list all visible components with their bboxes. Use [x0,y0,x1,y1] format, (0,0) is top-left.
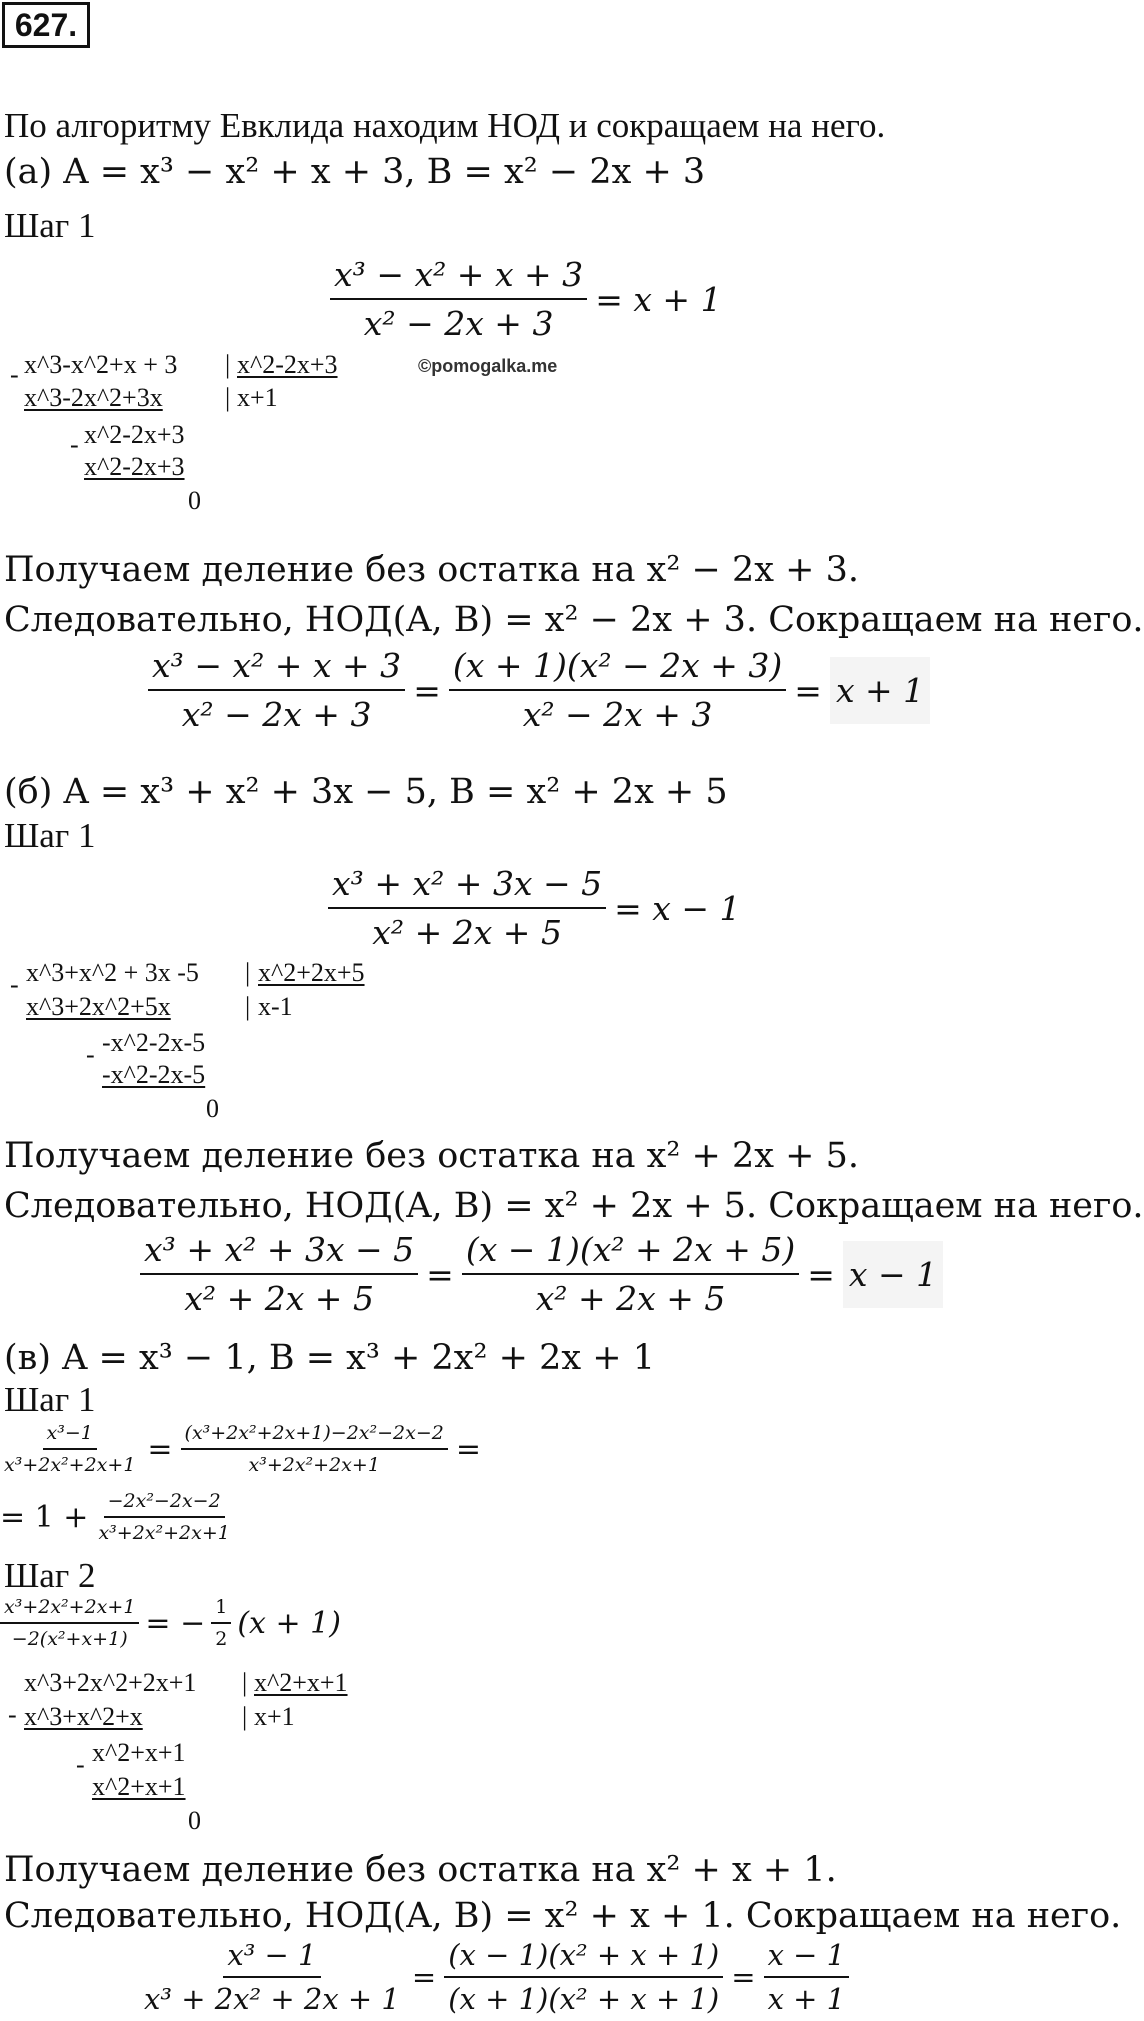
part-a-final-result: x + 1 [830,657,930,724]
part-a-ld-dividend: x^3-x^2+x + 3 [24,350,178,379]
part-a-step1-numerator: x³ − x² + x + 3 [330,255,587,300]
part-c-ld-remainder1: x^2+x+1 [92,1738,186,1767]
part-c-ld-minus1: - [8,1700,17,1729]
part-c-s1-den1: x³+2x²+2x+1 [4,1454,136,1476]
part-c-final-num2: (x − 1)(x² + x + 1) [444,1938,723,1978]
part-c-step1-line1: $\frac{\text{x³−1}}{\text{x³+2x²+2x+1}}$ = $\frac{\text{(x³+2x²+2x+1)−2x²−2x−2}}{\text{x³+2x²+2x+1}}$ = [0,1422,489,1476]
part-b-final-result: x − 1 [843,1241,943,1308]
part-b-step1-fraction [328,864,749,952]
part-b-ld-minus2: - [86,1040,95,1069]
part-a-ld-minus2: - [70,430,79,459]
part-c-s1-num1: x³−1 [43,1422,97,1450]
part-a-ld-bar1: | [225,350,231,379]
part-c-ld-minus2: - [76,1750,85,1779]
part-b-ld-bar2: | [245,992,251,1021]
part-a-header: (а) A = x³ − x² + x + 3, B = x² − 2x + 3 [4,152,706,192]
part-a-ld-subtrahend2: x^2-2x+3 [84,452,185,481]
part-b-ld-subtrahend: x^3+2x^2+5x [26,992,171,1021]
part-b-ld-minus1: - [10,970,19,999]
watermark: ©pomogalka.me [418,356,558,376]
part-b-final-equation: $\frac{\text{x³ + x² + 3x − 5}}{\text{x² + 2x + 5}}$ = $\frac{\text{(x − 1)(x² + 2x + 5)}}{\text{x² + 2x + 5}}$ = x − 1 [140,1230,943,1318]
part-c-final-equation: $\frac{\text{x³ − 1}}{\text{x³ + 2x² + 2x + 1}}$ = $\frac{\text{(x − 1)(x² + x + 1)}}{\text{(x + 1)(x² + x + 1)}}$ = $\frac{x - 1}{x + 1}$ [140,1938,849,2016]
part-c-s2-half-num: 1 [211,1596,231,1624]
part-c-ld-subtrahend2: x^2+x+1 [92,1772,186,1801]
part-c-ld-dividend: x^3+2x^2+2x+1 [24,1668,197,1697]
part-c-s2-num: x³+2x²+2x+1 [0,1596,139,1624]
part-b-ld-remainder1: -x^2-2x-5 [102,1028,206,1057]
part-c-final-den2: (x + 1)(x² + x + 1) [448,1982,720,2016]
part-c-s1-num2: (x³+2x²+2x+1)−2x²−2x−2 [181,1422,448,1450]
part-c-s2-suffix: (x + 1) [237,1605,341,1641]
part-b-header: (б) A = x³ + x² + 3x − 5, B = x² + 2x + 5 [4,772,728,812]
part-a-final-den2: x² − 2x + 3 [522,695,713,734]
part-b-ld-dividend: x^3+x^2 + 3x -5 [26,958,199,987]
part-b-step1-label: Шаг 1 [4,816,96,855]
part-c-s2-half-den: 2 [215,1628,228,1650]
problem-number: 627. [2,2,90,48]
part-a-conclusion1: Получаем деление без остатка на x² − 2x + 3. [4,550,859,590]
part-a-step1-result: = x + 1 [595,279,722,319]
part-c-final-den3: x + 1 [767,1982,846,2016]
part-b-step1-result: = x − 1 [614,888,741,928]
part-a-final-equation: $\frac{\text{x³ − x² + x + 3}}{\text{x² − 2x + 3}}$ = $\frac{\text{(x + 1)(x² − 2x + 3)}}{\text{x² − 2x + 3}}$ = x + 1 [148,646,930,734]
part-c-ld-quotient: x+1 [254,1702,295,1731]
part-b-ld-bar1: | [245,958,251,987]
part-a-final-num2: (x + 1)(x² − 2x + 3) [449,646,786,691]
part-a-ld-divisor: x^2-2x+3 [237,350,338,379]
part-c-step1-line2 [0,1490,234,1544]
part-b-conclusion2: Следовательно, НОД(A, B) = x² + 2x + 5. Сокращаем на него. [4,1186,1144,1226]
part-c-ld-divisor: x^2+x+1 [254,1668,348,1697]
part-b-conclusion1: Получаем деление без остатка на x² + 2x + 5. [4,1136,859,1176]
part-a-step1-label: Шаг 1 [4,206,96,245]
part-b-final-den1: x² + 2x + 5 [184,1279,374,1318]
part-b-ld-subtrahend2: -x^2-2x-5 [102,1060,206,1089]
part-a-ld-quotient: x+1 [237,383,278,412]
part-c-s2-den: −2(x²+x+1) [11,1628,128,1650]
part-a-ld-zero: 0 [188,486,201,515]
part-c-ld-bar1: | [242,1668,248,1697]
part-b-final-den2: x² + 2x + 5 [535,1279,726,1318]
part-c-ld-zero: 0 [188,1806,201,1835]
part-c-conclusion2: Следовательно, НОД(A, B) = x² + x + 1. Сокращаем на него. [4,1896,1122,1936]
part-a-final-den1: x² − 2x + 3 [181,695,372,734]
part-c-s2-prefix: = − [145,1605,206,1641]
part-c-step2-equation [0,1596,341,1650]
part-b-final-num2: (x − 1)(x² + 2x + 5) [462,1230,799,1275]
part-b-ld-divisor: x^2+2x+5 [258,958,365,987]
part-a-ld-bar2: | [225,383,231,412]
part-c-final-num3: x − 1 [764,1938,850,1978]
part-a-ld-subtrahend: x^3-2x^2+3x [24,383,163,412]
part-c-final-den1: x³ + 2x² + 2x + 1 [144,1982,400,2016]
part-a-conclusion2: Следовательно, НОД(A, B) = x² − 2x + 3. Сокращаем на него. [4,600,1144,640]
part-c-s1-den3: x³+2x²+2x+1 [98,1522,230,1544]
part-c-s1-den2: x³+2x²+2x+1 [248,1454,380,1476]
part-c-s1-num3: −2x²−2x−2 [104,1490,225,1518]
part-c-ld-subtrahend: x^3+x^2+x [24,1702,143,1731]
part-b-ld-quotient: x-1 [258,992,293,1021]
part-b-step1-numerator: x³ + x² + 3x − 5 [328,864,606,909]
part-a-step1-denominator: x² − 2x + 3 [363,304,554,343]
part-a-ld-remainder1: x^2-2x+3 [84,420,185,449]
part-b-step1-denominator: x² + 2x + 5 [372,913,562,952]
part-c-ld-bar2: | [242,1702,248,1731]
part-a-step1-fraction [330,255,730,343]
part-c-step2-label: Шаг 2 [4,1556,96,1595]
intro-text: По алгоритму Евклида находим НОД и сокращаем на него. [4,106,886,145]
part-a-final-num1: x³ − x² + x + 3 [148,646,405,691]
part-b-final-num1: x³ + x² + 3x − 5 [140,1230,418,1275]
part-c-final-num1: x³ − 1 [223,1938,320,1978]
part-c-s1-prefix: = 1 + [0,1499,89,1535]
part-b-ld-zero: 0 [206,1094,219,1123]
part-c-conclusion1: Получаем деление без остатка на x² + x + 1. [4,1850,837,1890]
part-c-header: (в) A = x³ − 1, B = x³ + 2x² + 2x + 1 [4,1338,655,1378]
part-c-step1-label: Шаг 1 [4,1380,96,1419]
part-a-ld-minus1: - [10,360,19,389]
